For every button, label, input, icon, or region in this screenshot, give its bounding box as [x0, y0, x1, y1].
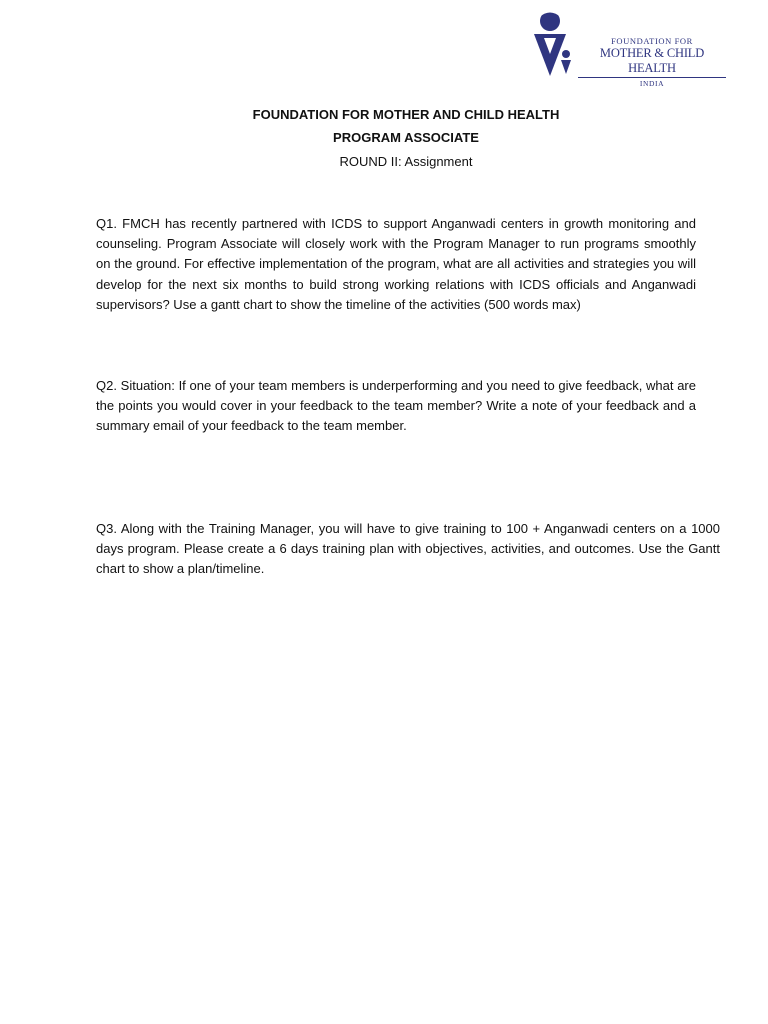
logo-text: [578, 36, 726, 90]
logo-line-mother-child-health: MOTHER & CHILD HEALTH: [578, 46, 726, 78]
question-3: Q3. Along with the Training Manager, you will have to give training to 100 + Anganwadi centers on a 1000 days program. Please create a 6 days training plan with objectives, activities, and outcomes. Use the Gantt chart to show a plan/timeline.: [96, 521, 720, 577]
round-subtitle: ROUND II: Assignment: [339, 154, 473, 169]
question-1: Q1. FMCH has recently partnered with ICDS to support Anganwadi centers in growth monitoring and counseling. Program Associate will closely work with the Program Manager to run programs smoothly on the ground. For effective implementation of the program, what are all activities and strategies you will develop for the next six months to build strong working relations with ICDS officials and Anganwadi supervisors? Use a gantt chart to show the timeline of the activities (500 words max): [96, 216, 696, 312]
position-title: PROGRAM ASSOCIATE: [333, 130, 479, 145]
logo-line-foundation: FOUNDATION FOR: [611, 36, 693, 46]
organization-title: FOUNDATION FOR MOTHER AND CHILD HEALTH: [252, 107, 560, 122]
mother-child-emblem-icon: [530, 8, 578, 78]
fmch-logo: [530, 8, 730, 88]
logo-line-india: INDIA: [639, 79, 665, 88]
question-2: Q2. Situation: If one of your team members is underperforming and you need to give feedback, what are the points you would cover in your feedback to the team member? Write a note of your feedback and a summary email of your feedback to the team member.: [96, 378, 696, 434]
